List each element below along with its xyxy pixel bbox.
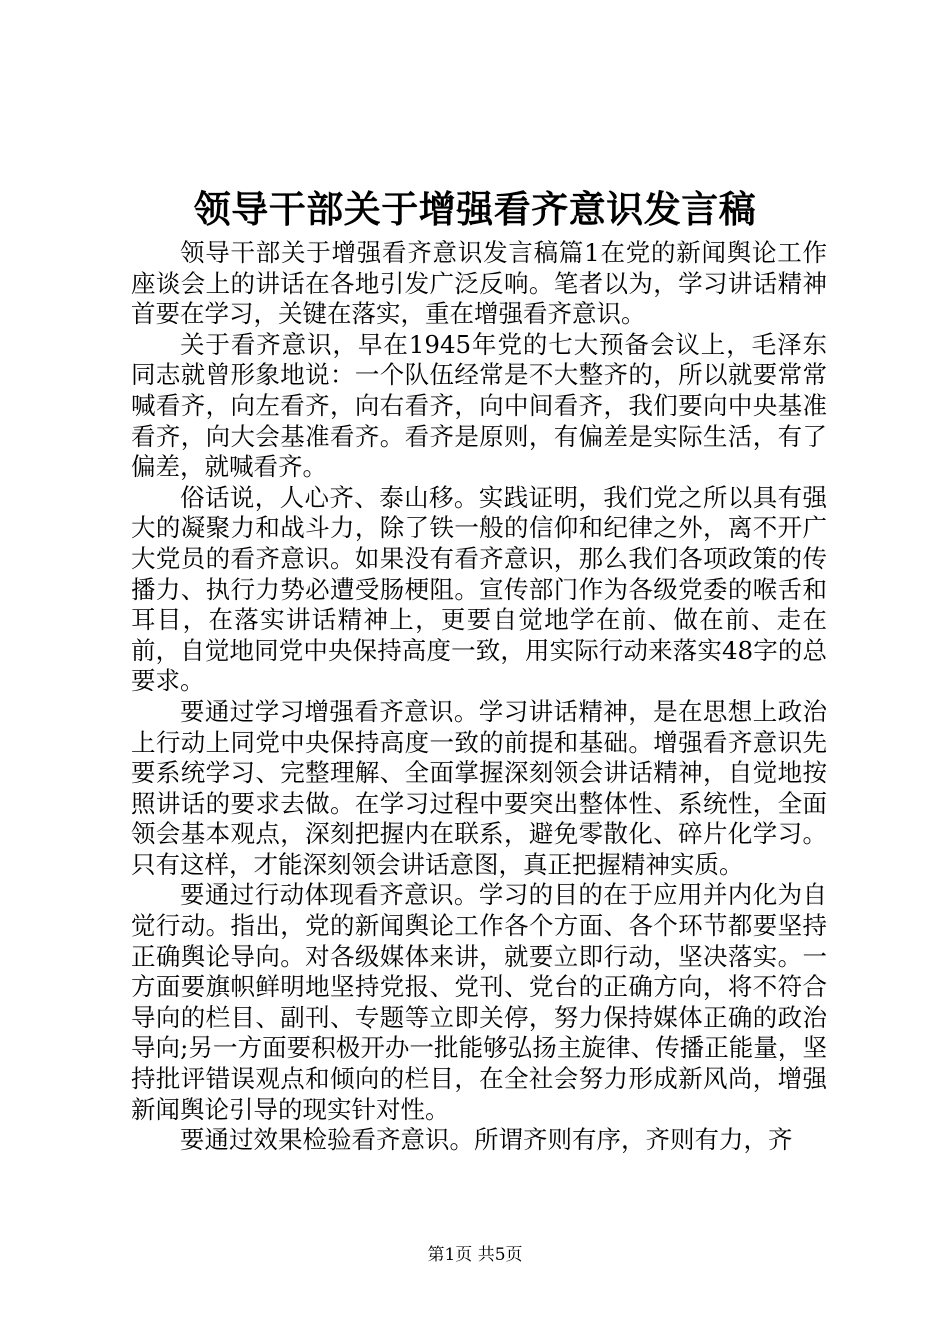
paragraph-5: 要通过行动体现看齐意识。学习的目的在于应用并内化为自觉行动。指出，党的新闻舆论工作各个方面、各个环节都要坚持正确舆论导向。对各级媒体来讲，就要立即行动，坚决落实。一方面要旗帜鲜明地坚持党报、党刊、党台的正确方向，将不符合导向的栏目、副刊、专题等立即关停，努力保持媒体正确的政治导向;另一方面要积极开办一批能够弘扬主旋律、传播正能量，坚持批评错误观点和倾向的栏目，在全社会努力形成新风尚，增强新闻舆论引导的现实针对性。 <box>131 880 827 1124</box>
page-number-footer: 第1页 共5页 <box>427 1245 523 1265</box>
document-title: 领导干部关于增强看齐意识发言稿 <box>193 187 757 231</box>
paragraph-1: 领导干部关于增强看齐意识发言稿篇1在党的新闻舆论工作座谈会上的讲话在各地引发广泛反响。笔者以为，学习讲话精神首要在学习，关键在落实，重在增强看齐意识。 <box>131 238 827 329</box>
document-body <box>131 238 827 1156</box>
paragraph-2: 关于看齐意识，早在1945年党的七大预备会议上，毛泽东同志就曾形象地说：一个队伍经常是不大整齐的，所以就要常常喊看齐，向左看齐，向右看齐，向中间看齐，我们要向中央基准看齐，向大会基准看齐。看齐是原则，有偏差是实际生活，有了偏差，就喊看齐。 <box>131 329 827 482</box>
paragraph-4: 要通过学习增强看齐意识。学习讲话精神，是在思想上政治上行动上同党中央保持高度一致的前提和基础。增强看齐意识先要系统学习、完整理解、全面掌握深刻领会讲话精神，自觉地按照讲话的要求去做。在学习过程中要突出整体性、系统性，全面领会基本观点，深刻把握内在联系，避免零散化、碎片化学习。只有这样，才能深刻领会讲话意图，真正把握精神实质。 <box>131 696 827 879</box>
paragraph-3: 俗话说，人心齐、泰山移。实践证明，我们党之所以具有强大的凝聚力和战斗力，除了铁一般的信仰和纪律之外，离不开广大党员的看齐意识。如果没有看齐意识，那么我们各项政策的传播力、执行力势必遭受肠梗阻。宣传部门作为各级党委的喉舌和耳目，在落实讲话精神上，更要自觉地学在前、做在前、走在前，自觉地同党中央保持高度一致，用实际行动来落实48字的总要求。 <box>131 482 827 696</box>
paragraph-6: 要通过效果检验看齐意识。所谓齐则有序，齐则有力，齐 <box>180 1125 793 1155</box>
